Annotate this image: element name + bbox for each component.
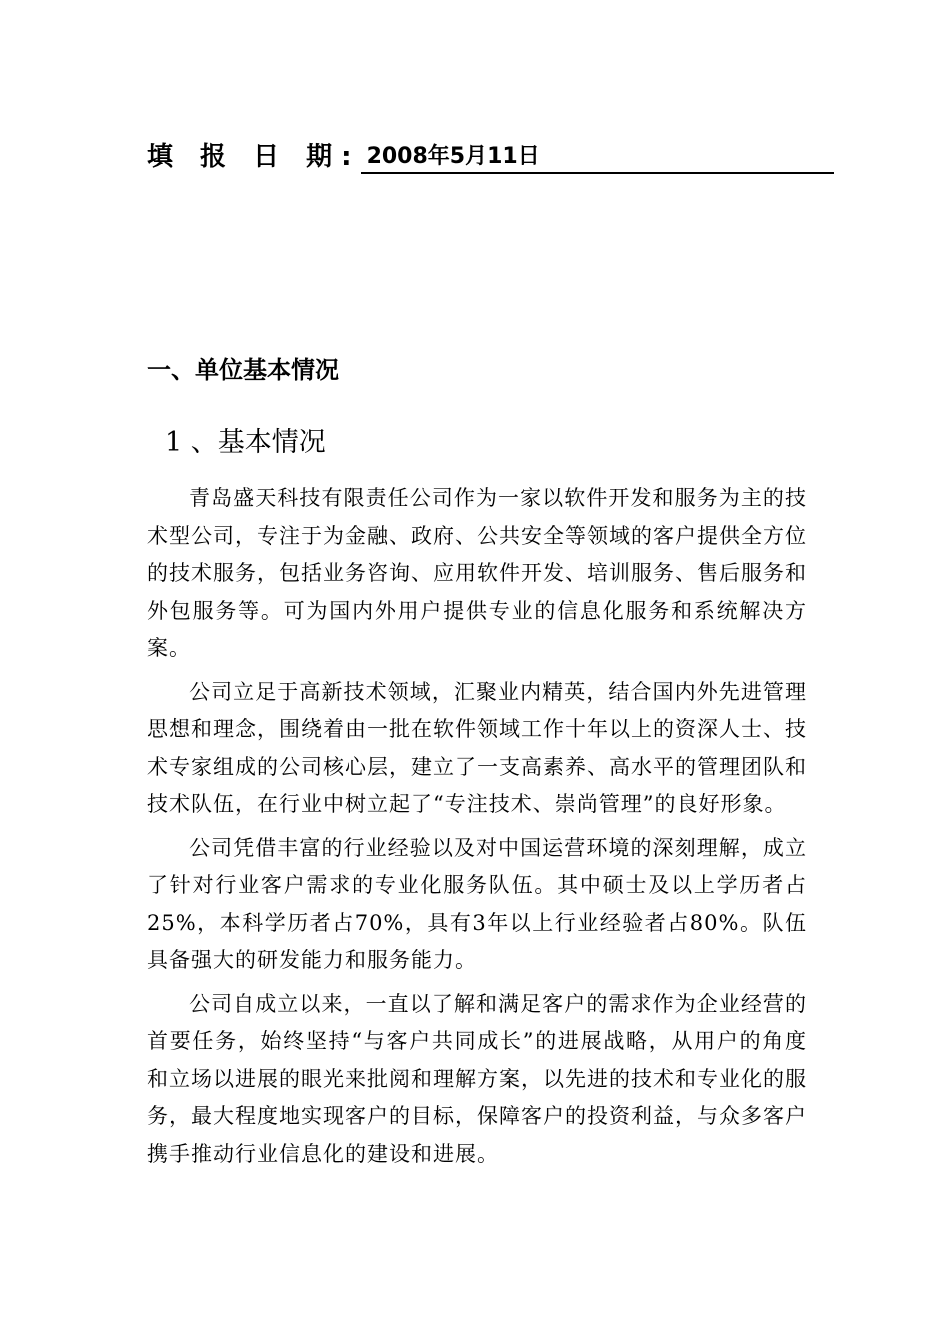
fill-date-line <box>147 134 834 174</box>
paragraph-company-mission: 公司自成立以来，一直以了解和满足客户的需求作为企业经营的首要任务，始终坚持“与客户共同成长”的进展战略，从用户的角度和立场以进展的眼光来批阅和理解方案，以先进的技术和专业化的服务，最大程度地实现客户的目标，保障客户的投资利益，与众多客户携手推动行业信息化的建设和进展。 <box>147 991 807 1166</box>
paragraph-company-intro: 青岛盛天科技有限责任公司作为一家以软件开发和服务为主的技术型公司，专注于为金融、政府、公共安全等领域的客户提供全方位的技术服务，包括业务咨询、应用软件开发、培训服务、售后服务和外包服务等。可为国内外用户提供专业的信息化服务和系统解决方案。 <box>147 486 807 660</box>
paragraph-company-team: 公司立足于高新技术领域，汇聚业内精英，结合国内外先进管理思想和理念，围绕着由一批在软件领域工作十年以上的资深人士、技术专家组成的公司核心层，建立了一支高素养、高水平的管理团队和技术队伍，在行业中树立起了“专注技术、崇尚管理”的良好形象。 <box>147 679 807 816</box>
sub-heading: 1 、基本情况 <box>165 427 326 458</box>
section-heading: 一、单位基本情况 <box>147 356 339 384</box>
body-text <box>147 480 807 1179</box>
paragraph-company-service-team: 公司凭借丰富的行业经验以及对中国运营环境的深刻理解，成立了针对行业客户需求的专业化服务队伍。其中硕士及以上学历者占25%，本科学历者占70%，具有3年以上行业经验者占80%。队伍具备强大的研发能力和服务能力。 <box>147 835 807 972</box>
fill-date-label: 填 报 日 期: <box>147 142 361 172</box>
fill-date-value: 2008年5月11日 <box>361 142 834 174</box>
